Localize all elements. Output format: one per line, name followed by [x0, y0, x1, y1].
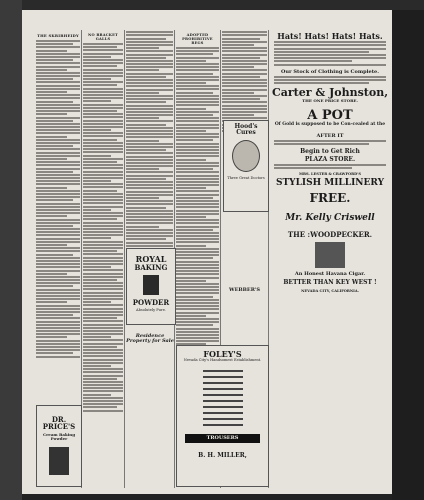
- woodpecker-ad: THE :WOODPECKER.: [287, 229, 373, 239]
- nevada-city: NEVADA CITY, CALIFORNIA.: [301, 288, 359, 293]
- masthead-title: THE SKRIBHEIDY: [37, 33, 79, 38]
- baking-can-icon: [143, 275, 159, 295]
- baking-can-icon: [49, 447, 69, 475]
- price-ad-title: DR. PRICE'S: [42, 415, 76, 431]
- royal-ad-line2: BAKING: [134, 263, 168, 272]
- pot-ad: A POT: [307, 108, 353, 124]
- hoods-subtitle: Three Great Doctors: [227, 176, 265, 180]
- trousers-label: TROUSERS: [185, 434, 260, 443]
- column-text: [126, 31, 173, 285]
- carter-subtitle: THE ONE PRICE STORE.: [302, 98, 358, 104]
- plaza-store: PLAZA STORE.: [304, 155, 356, 163]
- clothing-ad: Our Stock of Clothing is Complete.: [281, 68, 379, 75]
- foleys-subtitle: Nevada City's Handsomest Establishment.: [183, 358, 262, 362]
- royal-ad-line1: ROYAL: [135, 254, 167, 264]
- royal-baking-powder-ad: [126, 248, 176, 325]
- webbers-ad: [222, 282, 267, 302]
- column-text: [270, 76, 390, 84]
- hoods-title: Hood's Cures: [234, 123, 258, 136]
- column-headline: ADOPTED PROHIBITIVE REGS: [182, 33, 213, 45]
- binding-edge: [0, 0, 22, 500]
- havana-ad: An Honest Havana Cigar.: [294, 270, 366, 277]
- foleys-ad: [176, 345, 269, 487]
- royal-ad-line3: POWDER: [132, 298, 170, 307]
- column-text: [270, 164, 390, 169]
- webbers-label: WEBBER'S: [229, 287, 260, 293]
- column-text: [36, 40, 80, 358]
- rich-ad: Begin to Get Rich: [300, 147, 360, 155]
- pot-subtitle: Of Gold is supposed to be Con-cealed at the: [274, 122, 386, 128]
- hats-ad: Hats! Hats! Hats! Hats.: [277, 31, 383, 41]
- millinery-pre: MRS. LESTER & CRAWFORD'S: [299, 172, 361, 177]
- newspaper-page: [22, 10, 392, 494]
- bottom-edge: [22, 494, 392, 500]
- royal-ad-line4: Absolutely Pure.: [136, 308, 166, 312]
- column-text: [270, 140, 390, 145]
- millinery-ad: STYLISH MILLINERY: [275, 177, 385, 188]
- foleys-list: [203, 370, 243, 430]
- column-text: [222, 31, 267, 132]
- residence-property-ad: [126, 330, 174, 352]
- column-text: [270, 41, 390, 65]
- column-rule: [124, 30, 125, 488]
- residence-title: Residence Property for Sale: [126, 333, 174, 344]
- signature-ad: Mr. Kelly Criswell: [285, 212, 375, 223]
- free-ad: FREE.: [309, 190, 351, 205]
- pot-after: AFTER IT: [316, 132, 344, 139]
- hoods-cures-ad: [223, 120, 269, 212]
- better-ad: BETTER THAN KEY WEST !: [283, 278, 377, 286]
- page-shadow: [392, 10, 424, 500]
- price-baking-powder-ad: [36, 405, 82, 487]
- woodpecker-illustration-icon: [315, 242, 345, 268]
- column-2: [83, 30, 123, 488]
- column-text: [83, 43, 123, 412]
- price-ad-subtitle: Cream Baking Powder: [42, 432, 76, 441]
- column-headline: NO BRACKET GALLS: [88, 33, 118, 41]
- merchant-name: B. H. MILLER,: [198, 452, 247, 459]
- portrait-icon: [232, 140, 260, 172]
- column-6-ads: [270, 30, 390, 488]
- carter-johnston: Carter & Johnston,: [271, 86, 389, 100]
- foleys-title: FOLEY'S: [203, 349, 242, 359]
